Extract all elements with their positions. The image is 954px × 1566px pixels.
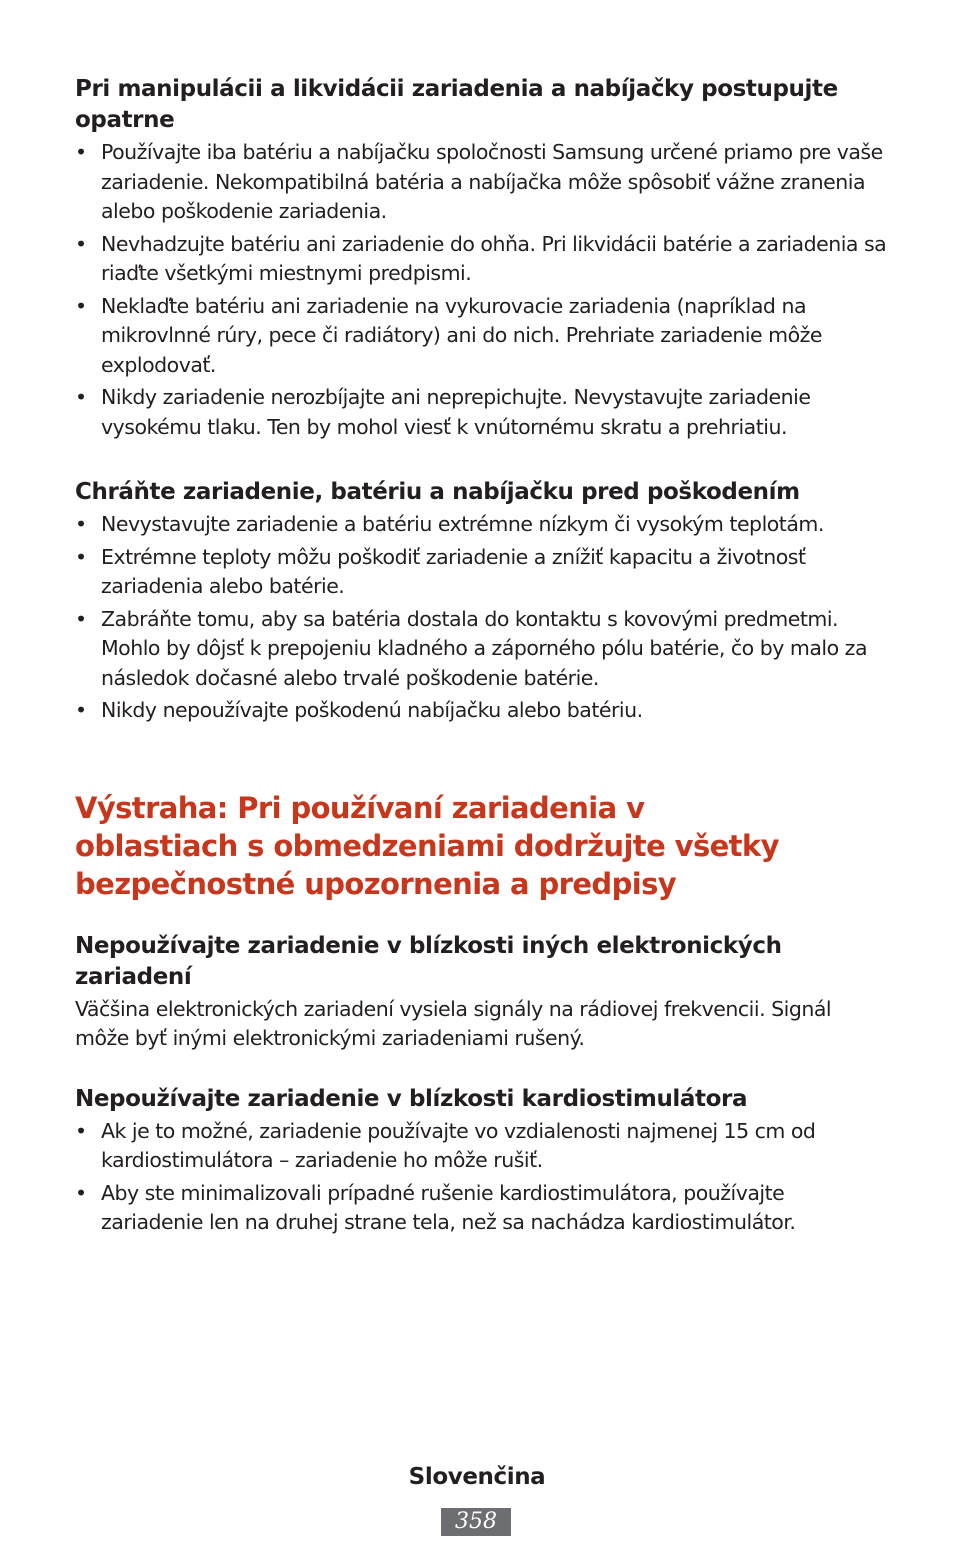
bullet-icon: • <box>75 606 87 631</box>
list-item: • Aby ste minimalizovali prípadné rušenie kardiostimulátora, používajte zariadenie len na druhej strane tela, než sa nachádza kardiostimulátor. <box>75 1180 796 1234</box>
bullet-icon: • <box>75 698 87 722</box>
bullet-icon: • <box>75 293 87 318</box>
section-heading-protect: Chráňte zariadenie, batériu a nabíjačku pred poškodením <box>75 479 800 505</box>
list-item: • Extrémne teploty môžu poškodiť zariadenie a znížiť kapacitu a životnosť zariadenia alebo batérie. <box>75 544 806 598</box>
section-heading-electronics: Nepoužívajte zariadenie v blízkosti iných elektronických zariadení <box>75 932 782 990</box>
list-item: • Neklaďte batériu ani zariadenie na vykurovacie zariadenia (napríklad na mikrovlnné rúry, pece či radiátory) ani do nich. Prehriate zariadenie môže explodovať. <box>75 293 823 377</box>
page-number: 358 <box>441 1508 511 1536</box>
page-content <box>75 74 890 1241</box>
bullet-list-handling <box>75 138 890 442</box>
bullet-icon: • <box>75 544 87 569</box>
bullet-icon: • <box>75 231 87 256</box>
footer-language: Slovenčina <box>408 1464 546 1490</box>
bullet-icon: • <box>75 140 87 164</box>
list-item: • Zabráňte tomu, aby sa batéria dostala do kontaktu s kovovými predmetmi. Mohlo by dôjsť k prepojeniu kladného a záporného pólu batérie, čo by malo za následok dočasné alebo trvalé poškodenie batérie. <box>75 606 868 690</box>
bullet-list-protect <box>75 510 890 726</box>
bullet-icon: • <box>75 1180 87 1205</box>
list-item: • Nevystavujte zariadenie a batériu extrémne nízkym či vysokým teplotám. <box>75 510 890 540</box>
section-heading-pacemaker: Nepoužívajte zariadenie v blízkosti kardiostimulátora <box>75 1085 748 1112</box>
bullet-list-pacemaker <box>75 1117 890 1238</box>
list-item: • Nevhadzujte batériu ani zariadenie do ohňa. Pri likvidácii batérie a zariadenia sa riaďte všetkými miestnymi predpismi. <box>75 231 887 285</box>
section-heading-handling: Pri manipulácii a likvidácii zariadenia a nabíjačky postupujte opatrne <box>75 76 838 133</box>
list-item: • Nikdy nepoužívajte poškodenú nabíjačku alebo batériu. <box>75 696 890 726</box>
list-item: • Používajte iba batériu a nabíjačku spoločnosti Samsung určené priamo pre vaše zariadenie. Nekompatibilná batéria a nabíjačka môže spôsobiť vážne zranenia alebo poškodenie zariadenia. <box>75 140 883 223</box>
bullet-icon: • <box>75 385 87 409</box>
list-item: • Ak je to možné, zariadenie používajte vo vzdialenosti najmenej 15 cm od kardiostimulátora – zariadenie ho môže rušiť. <box>75 1118 816 1172</box>
list-item: • Nikdy zariadenie nerozbíjajte ani neprepichujte. Nevystavujte zariadenie vysokému tlaku. Ten by mohol viesť k vnútornému skratu a prehriatiu. <box>75 385 811 439</box>
bullet-icon: • <box>75 1118 87 1143</box>
warning-heading: Výstraha: Pri používaní zariadenia v oblastiach s obmedzeniami dodržujte všetky bezpečnostné upozornenia a predpisy <box>75 790 779 901</box>
paragraph-electronics: Väčšina elektronických zariadení vysiela signály na rádiovej frekvencii. Signál môže byť inými elektronickými zariadeniami rušený. <box>75 996 832 1050</box>
bullet-icon: • <box>75 512 87 536</box>
